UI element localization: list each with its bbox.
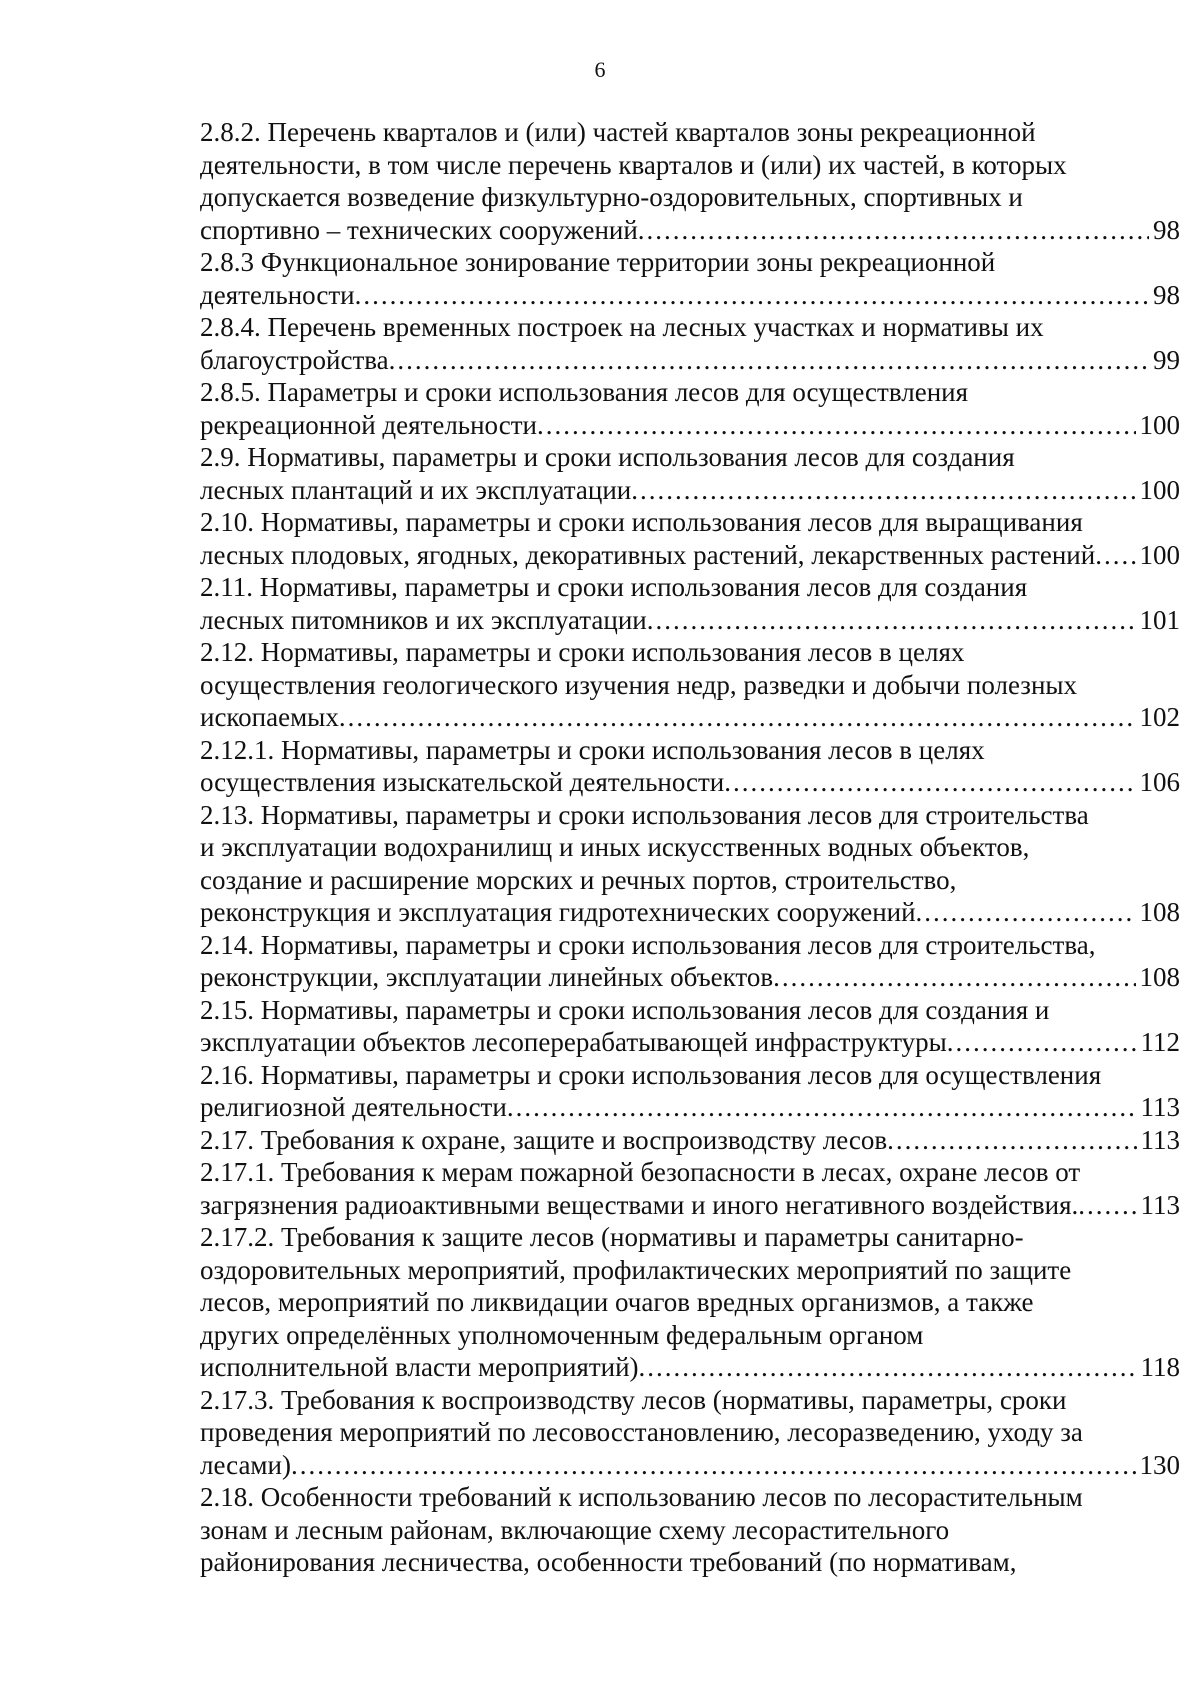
toc-entry-text: лесных плантаций и их эксплуатации xyxy=(200,474,632,505)
toc-entry-text: 2.10. Нормативы, параметры и сроки использования лесов для выращивания xyxy=(200,507,1083,537)
dot-leader xyxy=(947,1026,1137,1059)
toc-page-number: 118 xyxy=(1140,1352,1180,1382)
toc-entry-last-line xyxy=(200,1449,1180,1482)
dot-leader xyxy=(887,1124,1136,1157)
toc-page-number: 98 xyxy=(1153,214,1180,245)
toc-entry-last-line xyxy=(200,896,1180,929)
toc-entry-text: 2.8.4. Перечень временных построек на лесных участках и нормативы их xyxy=(200,312,1044,342)
toc-page-number: 113 xyxy=(1140,1124,1180,1155)
toc-page-number: 99 xyxy=(1153,344,1180,375)
toc-page-number: 106 xyxy=(1139,767,1180,797)
table-of-contents xyxy=(200,116,1180,1579)
toc-entry-text: районирования лесничества, особенности требований (по нормативам, xyxy=(200,1547,1017,1577)
toc-entry-text: рекреационной деятельности xyxy=(200,409,537,440)
toc-page-number: 108 xyxy=(1139,897,1180,927)
toc-entry-text: оздоровительных мероприятий, профилактических мероприятий по защите xyxy=(200,1254,1072,1285)
toc-entry-text: 2.9. Нормативы, параметры и сроки использования лесов для создания xyxy=(200,442,1015,472)
toc-entry[interactable] xyxy=(200,116,1180,246)
toc-entry[interactable] xyxy=(200,1059,1180,1124)
toc-entry-text: зонам и лесным районам, включающие схему лесорастительного xyxy=(200,1514,950,1545)
toc-page-number: 113 xyxy=(1140,1189,1180,1220)
toc-entry-last-line xyxy=(200,1091,1180,1124)
toc-entry-last-line xyxy=(200,701,1180,734)
toc-entry[interactable] xyxy=(200,799,1180,929)
toc-entry-text: исполнительной власти мероприятий) xyxy=(200,1352,639,1382)
toc-entry-text: 2.13. Нормативы, параметры и сроки использования лесов для строительства xyxy=(200,799,1089,830)
toc-entry-text: спортивно – технических сооружений xyxy=(200,214,638,245)
toc-entry[interactable] xyxy=(200,376,1180,441)
toc-entry-text: деятельности, в том числе перечень кварталов и (или) их частей, в которых xyxy=(200,149,1067,180)
toc-entry-text: реконструкция и эксплуатация гидротехнических сооружений xyxy=(200,897,916,927)
toc-entry-last-line xyxy=(200,961,1180,994)
toc-entry-text: 2.8.5. Параметры и сроки использования лесов для осуществления xyxy=(200,377,969,407)
toc-entry-text: 2.11. Нормативы, параметры и сроки использования лесов для создания xyxy=(200,572,1028,602)
toc-entry-last-line xyxy=(200,1189,1180,1222)
toc-entry[interactable] xyxy=(200,994,1180,1059)
toc-entry-text: благоустройства xyxy=(200,344,389,375)
toc-entry-text: и эксплуатации водохранилищ и иных искусственных водных объектов, xyxy=(200,832,1030,862)
toc-page-number: 102 xyxy=(1139,702,1180,732)
toc-entry-last-line xyxy=(200,279,1180,312)
toc-entry-text: проведения мероприятий по лесовосстановлению, лесоразведению, уходу за xyxy=(200,1417,1083,1447)
toc-entry[interactable] xyxy=(200,1481,1180,1579)
toc-entry[interactable] xyxy=(200,636,1180,734)
toc-entry-text: лесами) xyxy=(200,1449,291,1480)
toc-entry-text: лесных плодовых, ягодных, декоративных растений, лекарственных растений xyxy=(200,539,1096,570)
page-number: 6 xyxy=(594,57,606,82)
toc-entry[interactable] xyxy=(200,734,1180,799)
toc-entry-text: 2.16. Нормативы, параметры и сроки использования лесов для осуществления xyxy=(200,1059,1102,1090)
dot-leader xyxy=(639,1351,1137,1384)
toc-entry-text: 2.12.1. Нормативы, параметры и сроки использования лесов в целях xyxy=(200,734,985,765)
dot-leader xyxy=(916,896,1136,929)
dot-leader xyxy=(507,1091,1137,1124)
toc-entry[interactable] xyxy=(200,311,1180,376)
toc-page-number: 100 xyxy=(1139,474,1180,505)
toc-page-number: 112 xyxy=(1140,1027,1180,1057)
toc-entry-text: других определённых уполномоченным федеральным органом xyxy=(200,1319,924,1350)
toc-entry-last-line xyxy=(200,539,1180,572)
dot-leader xyxy=(291,1449,1136,1482)
toc-entry-text: допускается возведение физкультурно-оздоровительных, спортивных и xyxy=(200,182,1023,212)
toc-entry-last-line xyxy=(200,1026,1180,1059)
dot-leader xyxy=(1078,1189,1136,1222)
toc-entry-last-line xyxy=(200,474,1180,507)
toc-entry-text: 2.17.3. Требования к воспроизводству лесов (нормативы, параметры, сроки xyxy=(200,1384,1067,1415)
toc-entry-text: лесных питомников и их эксплуатации xyxy=(200,604,647,635)
dot-leader xyxy=(638,214,1149,247)
toc-entry-last-line xyxy=(200,766,1180,799)
toc-entry[interactable] xyxy=(200,1124,1180,1157)
dot-leader xyxy=(339,701,1136,734)
toc-entry-text: деятельности xyxy=(200,279,355,310)
toc-entry[interactable] xyxy=(200,1221,1180,1384)
toc-entry-text: 2.8.3 Функциональное зонирование территории зоны рекреационной xyxy=(200,247,996,277)
toc-entry-text: 2.18. Особенности требований к использованию лесов по лесорастительным xyxy=(200,1482,1083,1512)
toc-entry-text: религиозной деятельности xyxy=(200,1092,507,1122)
toc-entry-last-line xyxy=(200,1351,1180,1384)
toc-entry-last-line xyxy=(200,409,1180,442)
toc-page-number: 100 xyxy=(1139,409,1180,440)
toc-entry[interactable] xyxy=(200,1156,1180,1221)
dot-leader xyxy=(724,766,1135,799)
dot-leader xyxy=(389,344,1149,377)
toc-entry-text: 2.17. Требования к охране, защите и воспроизводству лесов xyxy=(200,1124,888,1155)
toc-entry-text: осуществления геологического изучения недр, разведки и добычи полезных xyxy=(200,669,1078,700)
toc-entry-text: загрязнения радиоактивными веществами и иного негативного воздействия. xyxy=(200,1189,1079,1220)
toc-entry[interactable] xyxy=(200,246,1180,311)
toc-entry[interactable] xyxy=(200,929,1180,994)
toc-entry-text: 2.17.1. Требования к мерам пожарной безопасности в лесах, охране лесов от xyxy=(200,1157,1081,1187)
toc-page-number: 113 xyxy=(1140,1092,1180,1122)
toc-entry-last-line xyxy=(200,604,1180,637)
dot-leader xyxy=(647,604,1136,637)
toc-page-number: 101 xyxy=(1139,604,1180,635)
toc-entry-text: 2.15. Нормативы, параметры и сроки использования лесов для создания и xyxy=(200,994,1050,1025)
toc-entry-text: эксплуатации объектов лесоперерабатывающей инфраструктуры xyxy=(200,1027,947,1057)
toc-page-number: 130 xyxy=(1139,1449,1180,1480)
toc-entry[interactable] xyxy=(200,506,1180,571)
toc-entry-text: лесов, мероприятий по ликвидации очагов вредных организмов, а также xyxy=(200,1287,1034,1317)
toc-entry-text: реконструкции, эксплуатации линейных объектов xyxy=(200,962,774,992)
toc-entry-last-line xyxy=(200,214,1180,247)
dot-leader xyxy=(773,961,1135,994)
dot-leader xyxy=(355,279,1149,312)
toc-entry-text: ископаемых xyxy=(200,702,339,732)
toc-page-number: 108 xyxy=(1139,962,1180,992)
toc-entry[interactable] xyxy=(200,441,1180,506)
toc-entry-text: 2.17.2. Требования к защите лесов (нормативы и параметры санитарно- xyxy=(200,1222,1024,1252)
toc-page-number: 98 xyxy=(1153,279,1180,310)
toc-entry-text: создание и расширение морских и речных портов, строительство, xyxy=(200,864,957,895)
toc-entry-text: 2.8.2. Перечень кварталов и (или) частей кварталов зоны рекреационной xyxy=(200,117,1036,147)
dot-leader xyxy=(631,474,1135,507)
toc-entry-text: 2.14. Нормативы, параметры и сроки использования лесов для строительства, xyxy=(200,929,1096,960)
toc-entry[interactable] xyxy=(200,1384,1180,1482)
toc-entry[interactable] xyxy=(200,571,1180,636)
dot-leader xyxy=(1095,539,1135,572)
toc-entry-last-line xyxy=(200,344,1180,377)
toc-entry-last-line xyxy=(200,1124,1180,1157)
toc-entry-text: 2.12. Нормативы, параметры и сроки использования лесов в целях xyxy=(200,637,965,667)
toc-entry-text: осуществления изыскательской деятельности xyxy=(200,767,725,797)
dot-leader xyxy=(537,409,1136,442)
toc-page-number: 100 xyxy=(1139,539,1180,570)
